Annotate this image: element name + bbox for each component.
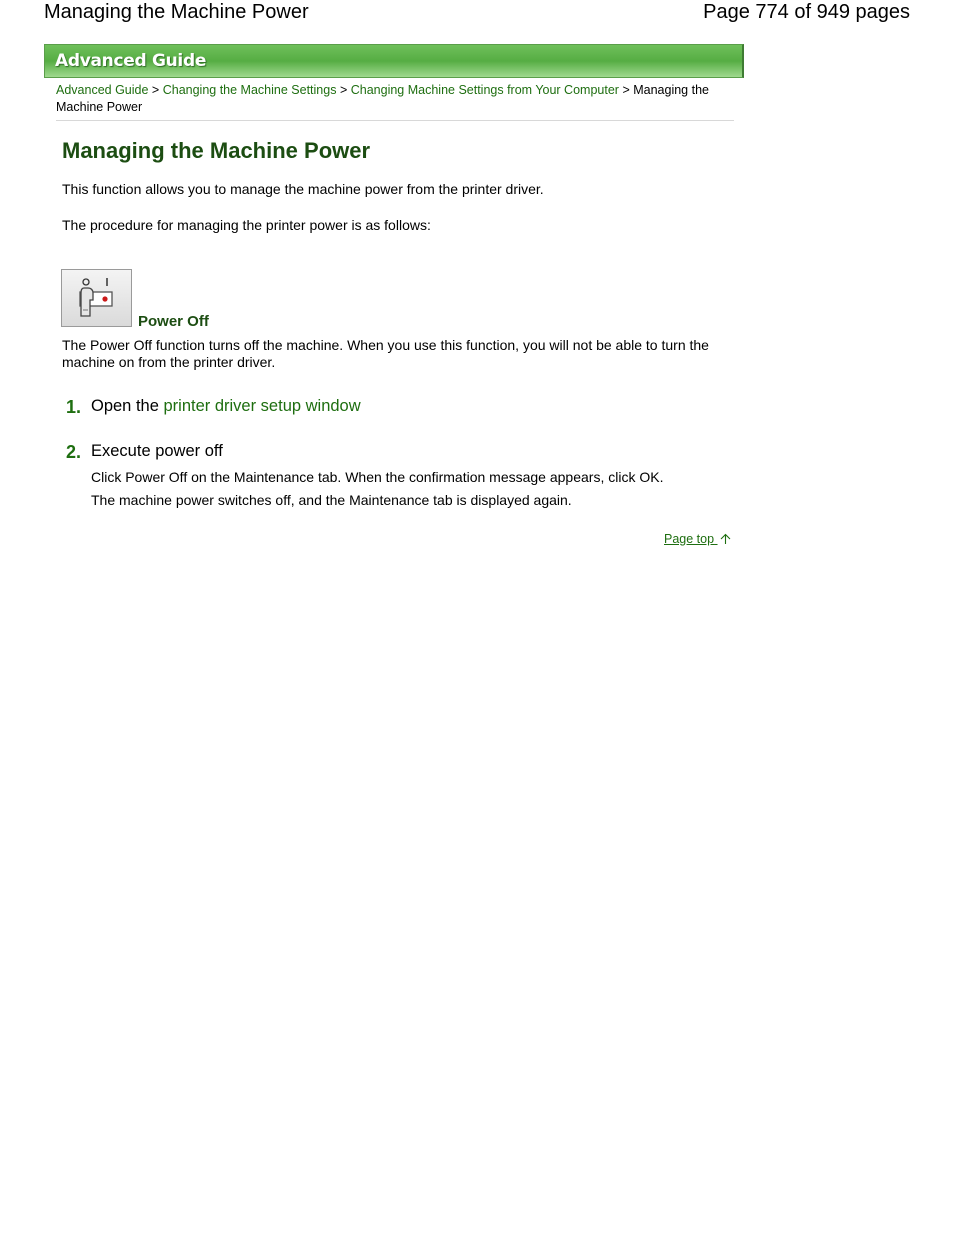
breadcrumb-link-advanced-guide[interactable]: Advanced Guide: [56, 83, 149, 97]
page-top-link[interactable]: [664, 532, 731, 548]
breadcrumb: [56, 82, 736, 116]
page-title: Managing the Machine Power: [62, 138, 371, 163]
step-number: 1.: [66, 397, 82, 417]
page-number: Page 774 of 949 pages: [703, 1, 910, 23]
step-text: Open the: [91, 397, 164, 415]
power-off-icon: [61, 269, 132, 327]
breadcrumb-link-from-your-computer[interactable]: Changing Machine Settings from Your Computer: [350, 83, 619, 97]
document-title: Managing the Machine Power: [44, 1, 309, 23]
breadcrumb-divider: [56, 120, 734, 121]
up-arrow-icon: [720, 533, 731, 548]
step-title: [91, 397, 361, 416]
advanced-guide-banner: [44, 44, 744, 78]
banner-title: Advanced Guide: [55, 51, 207, 71]
breadcrumb-separator: >: [151, 83, 160, 97]
step-title: Execute power off: [91, 442, 223, 460]
printer-driver-setup-link[interactable]: printer driver setup window: [163, 397, 361, 415]
step-detail: Click Power Off on the Maintenance tab. When the confirmation message appears, click OK.: [91, 469, 664, 485]
breadcrumb-current: Managing the Machine Power: [56, 83, 709, 114]
step-number: 2.: [66, 442, 82, 462]
breadcrumb-link-changing-machine-settings[interactable]: Changing the Machine Settings: [162, 83, 337, 97]
breadcrumb-separator: >: [339, 83, 348, 97]
breadcrumb-separator: >: [622, 83, 630, 97]
intro-paragraph: This function allows you to manage the machine power from the printer driver.: [62, 181, 544, 197]
procedure-intro: The procedure for managing the printer power is as follows:: [62, 217, 431, 233]
step-detail: The machine power switches off, and the Maintenance tab is displayed again.: [91, 492, 572, 508]
section-title: Power Off: [138, 313, 209, 330]
section-description: The Power Off function turns off the machine. When you use this function, you will not be able to turn the machine on from the printer driver.: [62, 337, 709, 370]
page-top-label: Page top: [664, 532, 715, 546]
page-header: [44, 0, 910, 26]
